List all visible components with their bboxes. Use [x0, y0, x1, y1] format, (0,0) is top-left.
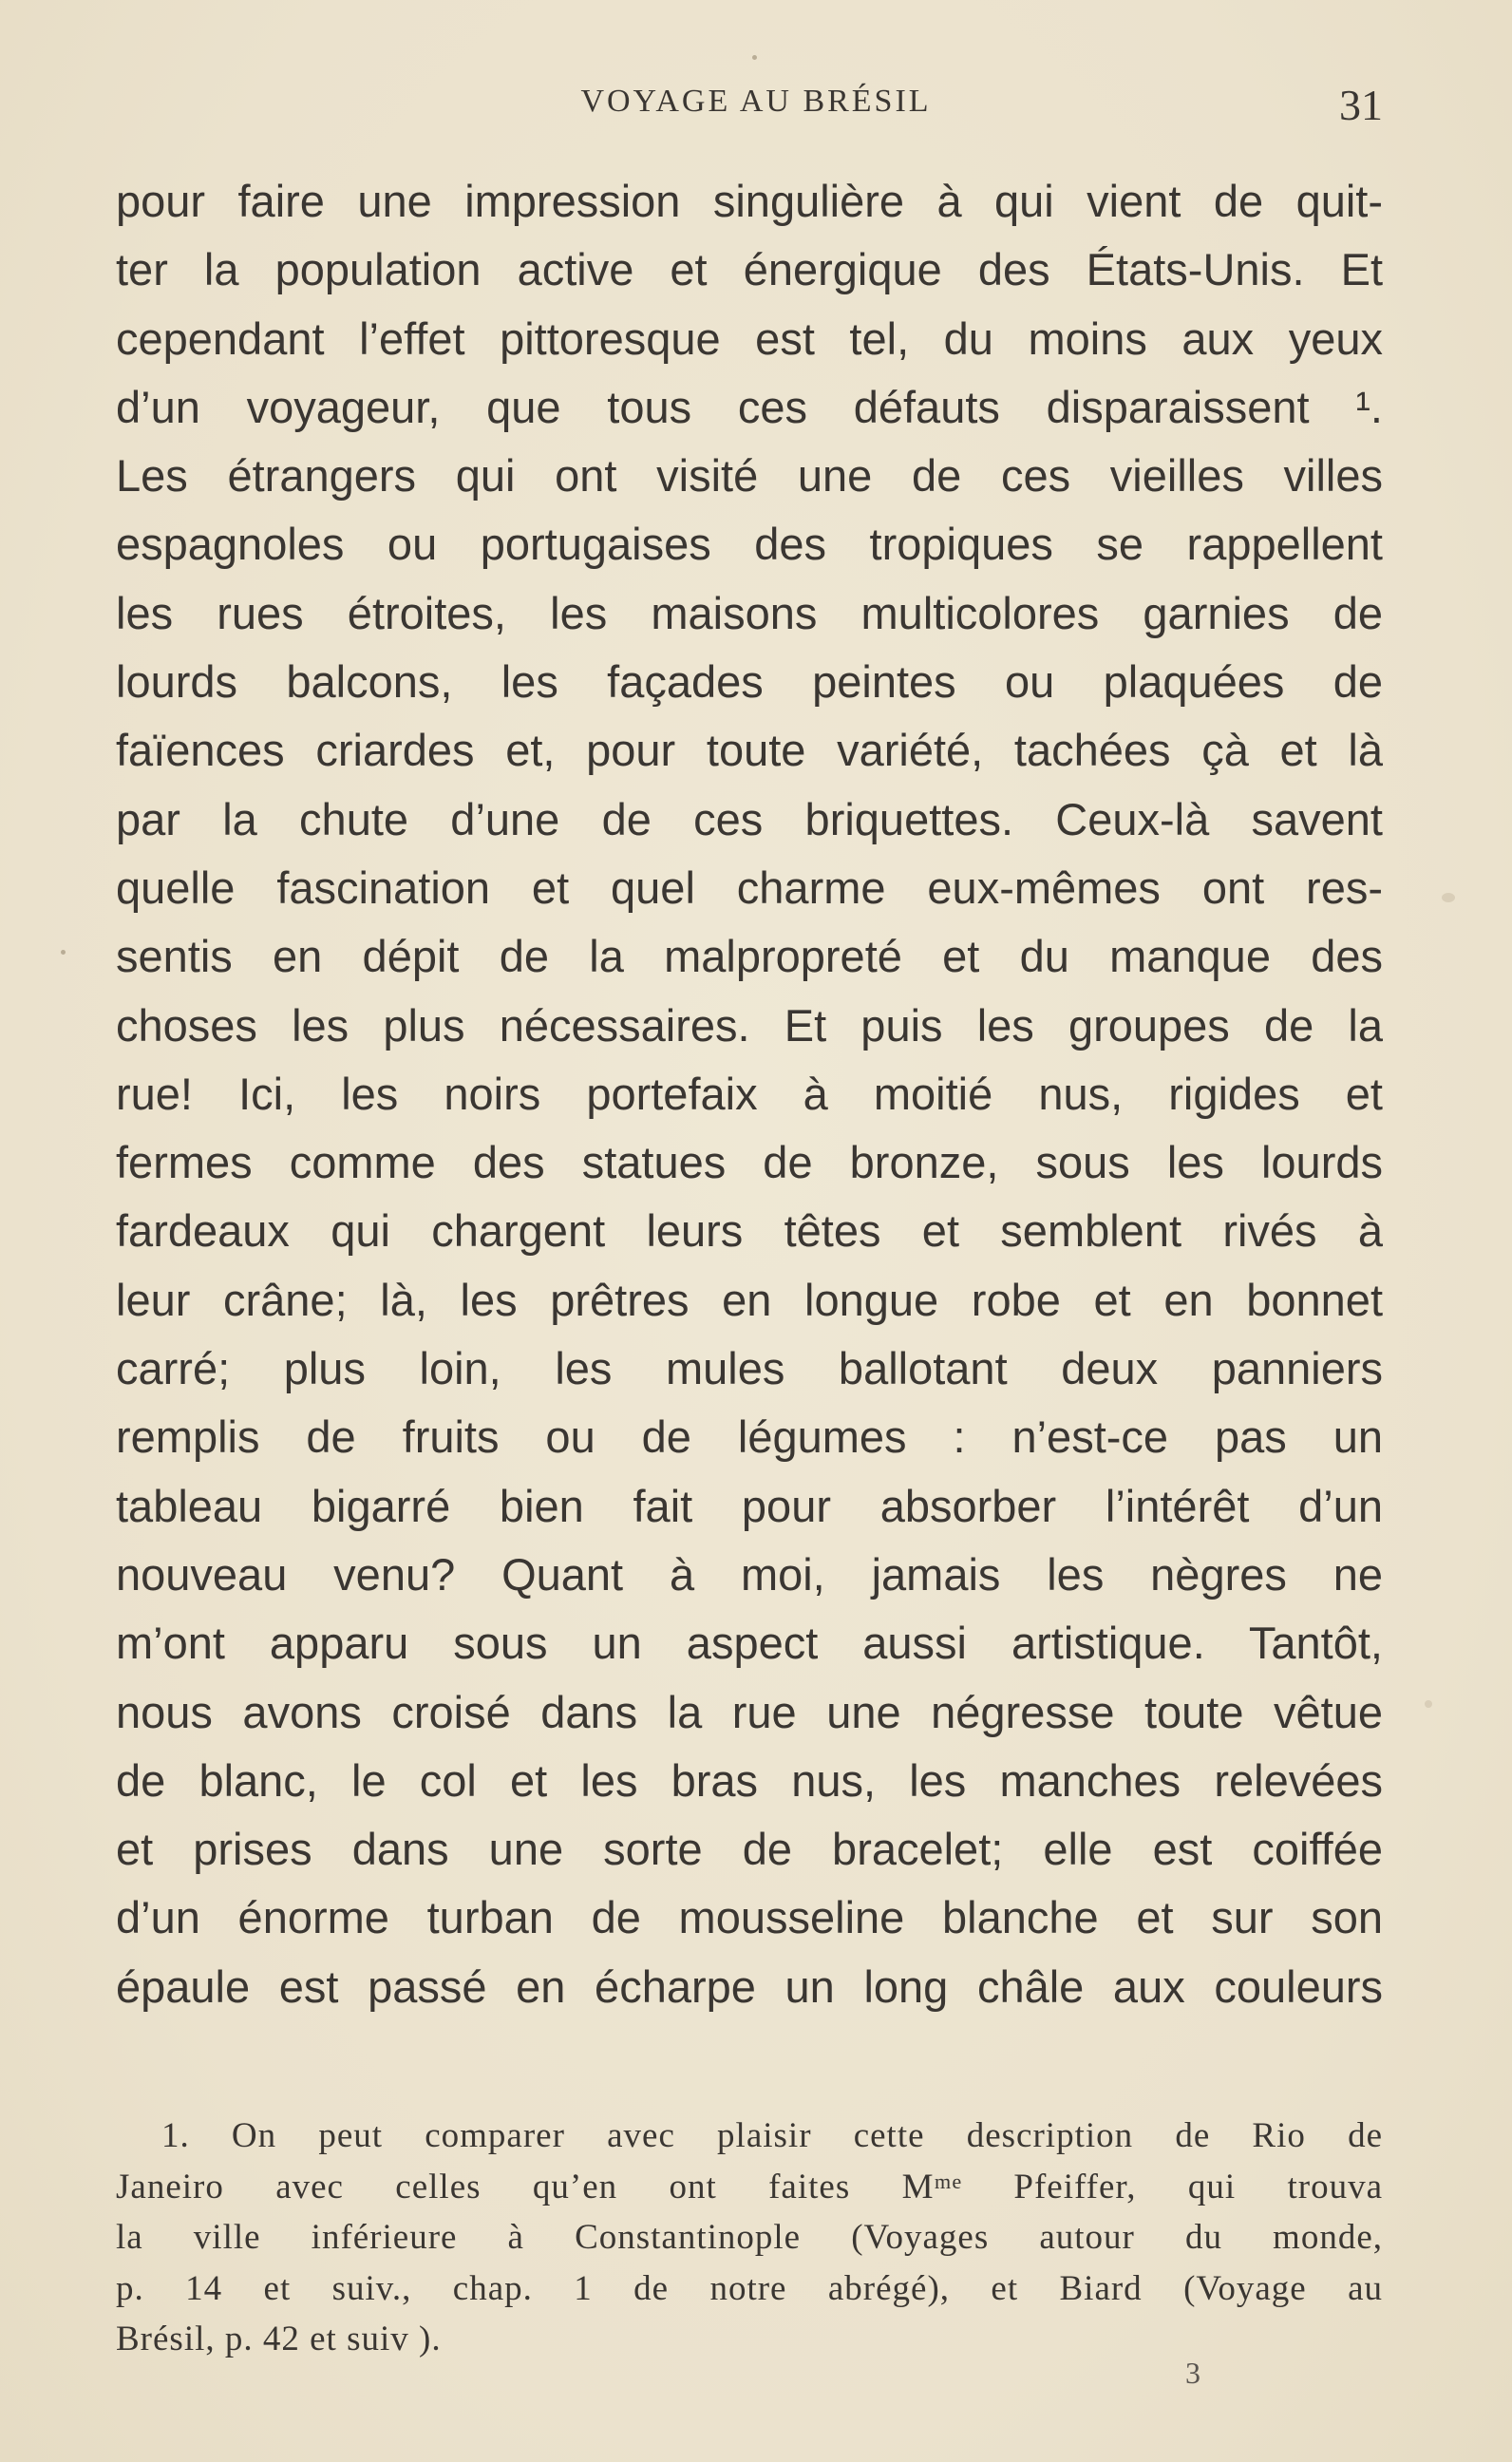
body-line: d’un voyageur, que tous ces défauts disparaissent ¹.: [116, 381, 1383, 432]
footnote-line: 1. On peut comparer avec plaisir cette description de Rio de: [161, 2116, 1383, 2155]
body-line: tableau bigarré bien fait pour absorber l’intérêt d’un: [116, 1480, 1383, 1531]
body-line: remplis de fruits ou de légumes : n’est-ce pas un: [116, 1411, 1383, 1463]
body-line: nous avons croisé dans la rue une négresse toute vêtue: [116, 1686, 1383, 1737]
body-line: nouveau venu? Quant à moi, jamais les nègres ne: [116, 1548, 1383, 1600]
running-title: VOYAGE AU BRÉSIL: [580, 84, 932, 119]
body-line: quelle fascination et quel charme eux-mêmes ont res-: [116, 862, 1383, 913]
body-line: leur crâne; là, les prêtres en longue robe et en bonnet: [116, 1274, 1383, 1325]
body-line: Les étrangers qui ont visité une de ces vieilles villes: [116, 450, 1383, 502]
body-line: par la chute d’une de ces briquettes. Ceux-là savent: [116, 793, 1383, 844]
footnote-line: Brésil, p. 42 et suiv ).: [116, 2320, 442, 2358]
body-line: et prises dans une sorte de bracelet; elle est coiffée: [116, 1824, 1383, 1875]
body-line: les rues étroites, les maisons multicolores garnies de: [116, 587, 1383, 638]
body-line: ter la population active et énergique des États-Unis. Et: [116, 244, 1383, 295]
paper-speck: [61, 950, 66, 955]
paper-speck: [1442, 893, 1455, 902]
body-line: cependant l’effet pittoresque est tel, du moins aux yeux: [116, 312, 1383, 364]
footnote-line: Janeiro avec celles qu’en ont faites Mᵐᵉ Pfeiffer, qui trouva: [116, 2167, 1383, 2206]
footnote: [116, 2111, 1383, 2365]
page-number: 31: [1339, 81, 1383, 129]
footnote-line: la ville inférieure à Constantinople (Voyages autour du monde,: [116, 2218, 1383, 2257]
body-line: d’un énorme turban de mousseline blanche et sur son: [116, 1892, 1383, 1943]
body-line: de blanc, le col et les bras nus, les manches relevées: [116, 1754, 1383, 1806]
body-line: rue! Ici, les noirs portefaix à moitié nus, rigides et: [116, 1068, 1383, 1119]
body-line: épaule est passé en écharpe un long châle aux couleurs: [116, 1960, 1383, 2012]
paper-speck: [752, 55, 757, 60]
body-line: faïences criardes et, pour toute variété, tachées çà et là: [116, 725, 1383, 776]
body-line: fermes comme des statues de bronze, sous les lourds: [116, 1137, 1383, 1188]
body-line: choses les plus nécessaires. Et puis les groupes de la: [116, 999, 1383, 1051]
body-text: [116, 167, 1383, 2021]
paper-speck: [1425, 1700, 1432, 1708]
body-line: lourds balcons, les façades peintes ou plaquées de: [116, 656, 1383, 708]
running-head: [0, 81, 1512, 131]
footnote-line: p. 14 et suiv., chap. 1 de notre abrégé), et Biard (Voyage au: [116, 2268, 1383, 2308]
body-line: m’ont apparu sous un aspect aussi artistique. Tantôt,: [116, 1618, 1383, 1669]
body-line: fardeaux qui chargent leurs têtes et semblent rivés à: [116, 1205, 1383, 1257]
body-line: pour faire une impression singulière à qui vient de quit-: [116, 176, 1383, 226]
body-line: carré; plus loin, les mules ballotant deux panniers: [116, 1343, 1383, 1394]
body-line: espagnoles ou portugaises des tropiques se rappellent: [116, 519, 1383, 570]
body-line: sentis en dépit de la malpropreté et du manque des: [116, 931, 1383, 982]
signature-mark: 3: [1185, 2356, 1200, 2390]
